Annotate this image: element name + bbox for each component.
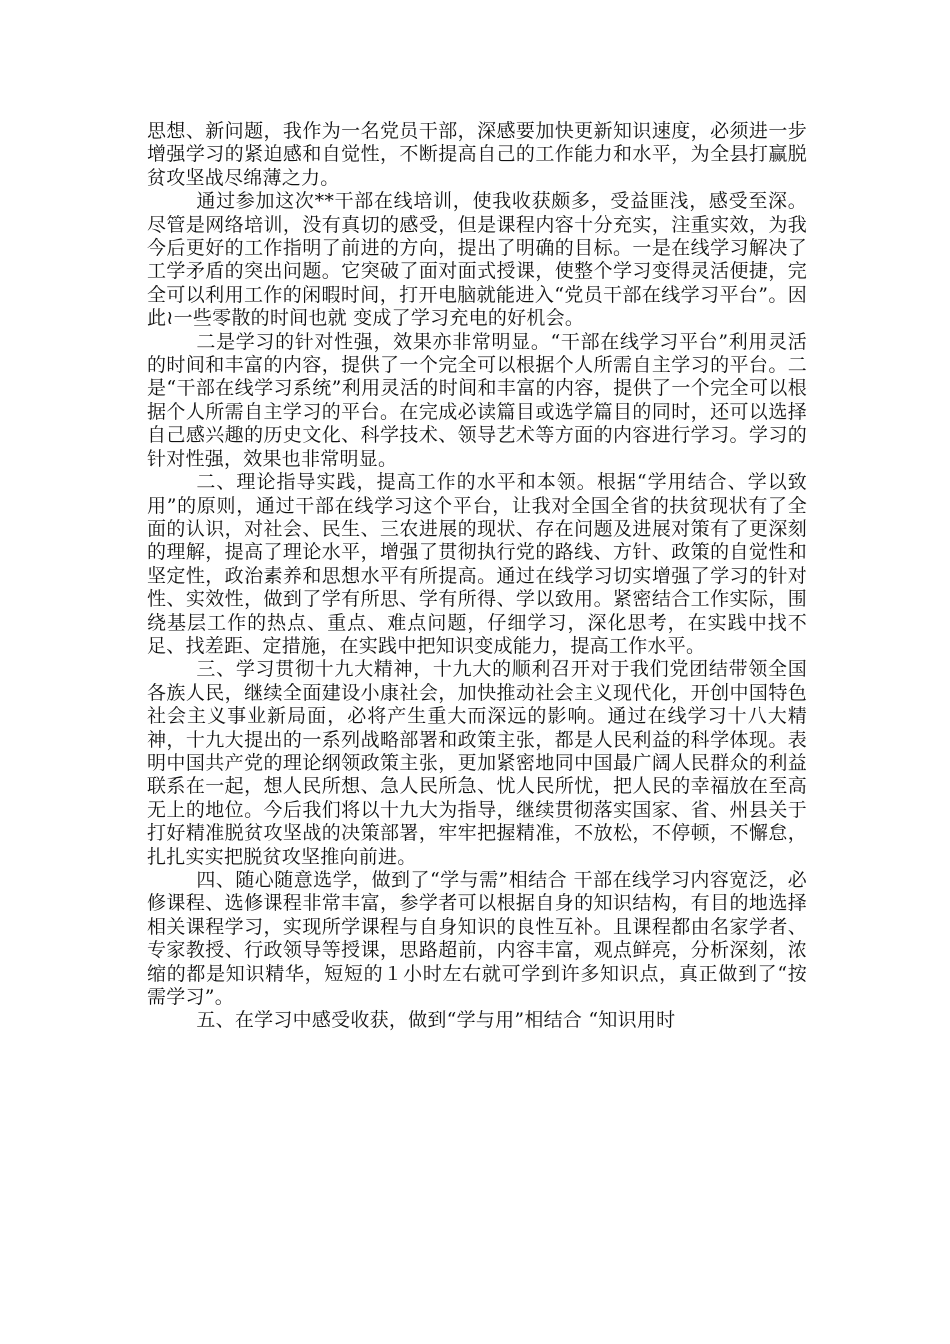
- paragraph-targeted-learning: 二是学习的针对性强，效果亦非常明显。“干部在线学习平台”利用灵活的时间和丰富的内容，提供了一个完全可以根据个人所需自主学习的平台。二是“干部在线学习系统”利用灵活的时间和丰富的内容，提供了一个完全可以根据个人所需自主学习的平台。在完成必读篇目或选学篇目的同时，还可以选择自己感兴趣的历史文化、科学技术、领导艺术等方面的内容进行学习。学习的针对性强，效果也非常明显。: [147, 330, 807, 470]
- document-page: [147, 120, 807, 1033]
- paragraph-nineteenth-congress: 三、学习贯彻十九大精神，十九大的顺利召开对于我们党团结带领全国各族人民，继续全面建设小康社会，加快推动社会主义现代化，开创中国特色社会主义事业新局面，必将产生重大而深远的影响。通过在线学习十八大精神，十九大提出的一系列战略部署和政策主张，都是人民利益的科学体现。表明中国共产党的理论纲领政策主张，更加紧密地同中国最广阔人民群众的利益联系在一起，想人民所想、急人民所急、忧人民所忧，把人民的幸福放在至高无上的地位。今后我们将以十九大为指导，继续贯彻落实国家、省、州县关于打好精准脱贫攻坚战的决策部署，牢牢把握精准，不放松，不停顿，不懈怠，扎扎实实把脱贫攻坚推向前进。: [147, 658, 807, 868]
- paragraph-theory-practice: 二、理论指导实践，提高工作的水平和本领。根据“学用结合、学以致用”的原则，通过干部在线学习这个平台，让我对全国全省的扶贫现状有了全面的认识，对社会、民生、三农进展的现状、存在问题及进展对策有了更深刻的理解，提高了理论水平，增强了贯彻执行党的路线、方针、政策的自觉性和坚定性，政治素养和思想水平有所提高。通过在线学习切实增强了学习的针对性、实效性，做到了学有所思、学有所得、学以致用。紧密结合工作实际，围绕基层工作的热点、重点、难点问题，仔细学习，深化思考，在实践中找不足、找差距、定措施，在实践中把知识变成能力，提高工作水平。: [147, 471, 807, 657]
- paragraph-elective-study: 四、随心随意选学，做到了“学与需”相结合 干部在线学习内容宽泛，必修课程、选修课程非常丰富，参学者可以根据自身的知识结构，有目的地选择相关课程学习，实现所学课程与自身知识的良性互补。且课程都由名家学者、专家教授、行政领导等授课，思路超前，内容丰富，观点鲜亮，分析深刻，浓缩的都是知识精华，短短的１小时左右就可学到许多知识点，真正做到了“按需学习”。: [147, 869, 807, 1009]
- paragraph-online-training: 通过参加这次**干部在线培训，使我收获颇多，受益匪浅，感受至深。尽管是网络培训，没有真切的感受，但是课程内容十分充实，注重实效，为我今后更好的工作指明了前进的方向，提出了明确的目标。一是在线学习解决了工学矛盾的突出问题。它突破了面对面式授课，使整个学习变得灵活便捷，完全可以利用工作的闲暇时间，打开电脑就能进入“党员干部在线学习平台”。因此≀一些零散的时间也就 变成了学习充电的好机会。: [147, 190, 807, 330]
- paragraph-continuation: 思想、新问题，我作为一名党员干部，深感要加快更新知识速度，必须进一步增强学习的紧迫感和自觉性，不断提高自己的工作能力和水平，为全县打赢脱贫攻坚战尽绵薄之力。: [147, 120, 807, 189]
- paragraph-study-and-use: 五、在学习中感受收获，做到“学与用”相结合 “知识用时: [196, 1009, 676, 1032]
